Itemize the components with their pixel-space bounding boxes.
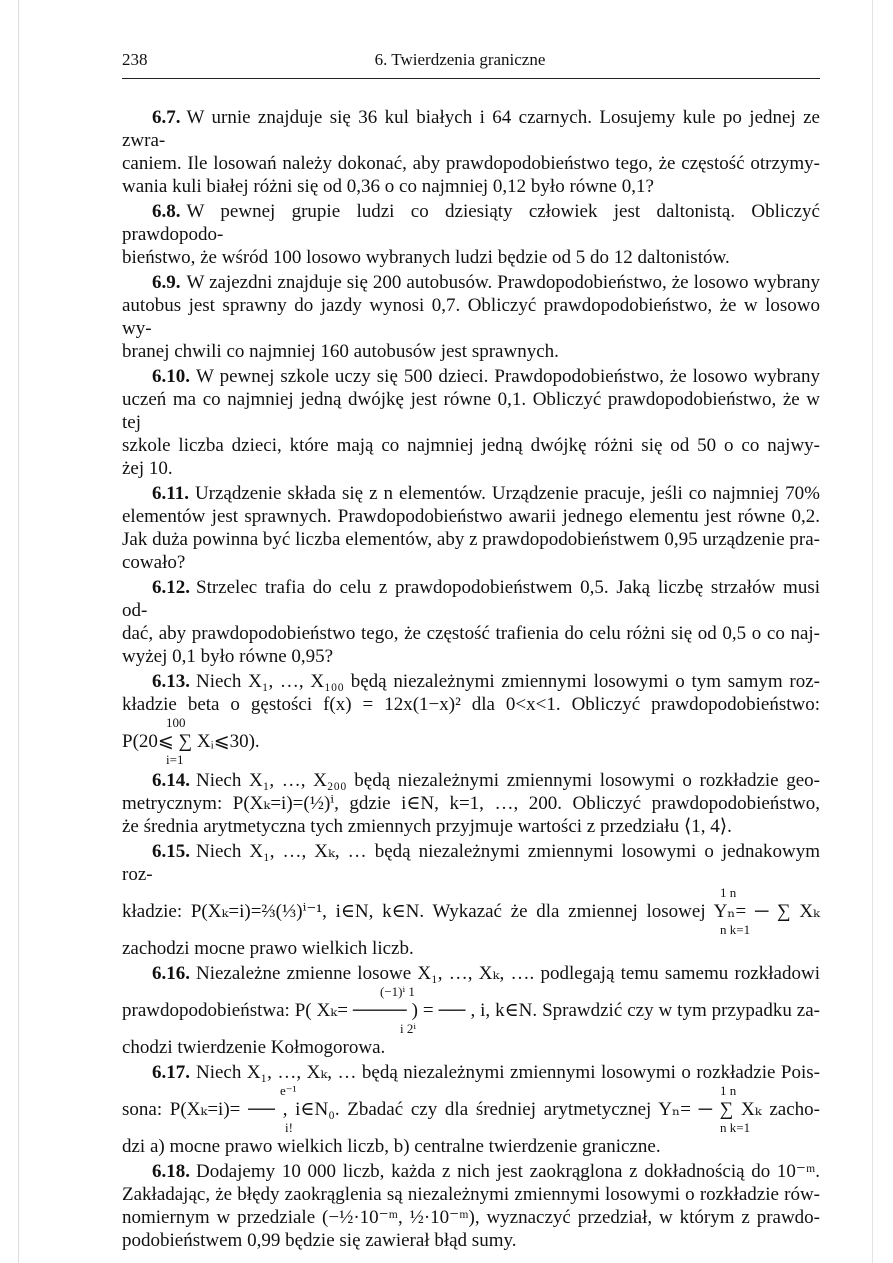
problem-text: elementów jest sprawnych. Prawdopodobieństwo awarii jednego elementu jest równe 0,2. <box>122 506 820 527</box>
problem <box>122 1061 820 1158</box>
problem-first-line <box>122 769 820 792</box>
math-frac-bottom: n k=1 <box>720 922 751 937</box>
problem-text: P(20⩽ ∑ Xᵢ⩽30). <box>122 731 260 752</box>
problem-text: podobieństwem 0,99 będzie się zawierał błąd sumy. <box>122 1230 517 1251</box>
problem-number: 6.12. <box>152 577 190 598</box>
problem-text: prawdopodobieństwa: P( Xₖ= ──── ) = ── , i, k∈N. Sprawdzić czy w tym przypadku za- <box>122 1000 820 1021</box>
problem-line <box>122 900 820 923</box>
problem-line <box>122 1135 820 1158</box>
problem-text: Zakładając, że błędy zaokrąglenia są niezależnymi zmiennymi losowymi o rozkładzie rów- <box>122 1184 820 1205</box>
problem-first-line <box>122 365 820 388</box>
problem-text: Niech X₁, …, X₁₀₀ będą niezależnymi zmiennymi losowymi o tym samym roz- <box>196 671 820 692</box>
problem-line <box>122 505 820 528</box>
problem-text: Dodajemy 10 000 liczb, każda z nich jest zaokrąglona z dokładnością do 10⁻ᵐ. <box>196 1161 820 1182</box>
problem-number: 6.13. <box>152 671 190 692</box>
problem-text: cowało? <box>122 552 186 573</box>
problem-text: wania kuli białej różni się od 0,36 o co najmniej 0,12 było równe 0,1? <box>122 176 654 197</box>
problem-text: Niech X₁, …, Xₖ, … będą niezależnymi zmiennymi losowymi o rozkładzie Pois- <box>196 1062 820 1083</box>
problem-number: 6.9. <box>152 272 181 293</box>
problem-line <box>122 528 820 551</box>
problem-line <box>122 340 820 363</box>
problem-line <box>122 434 820 457</box>
problem-text: zachodzi mocne prawo wielkich liczb. <box>122 938 414 959</box>
problem-number: 6.14. <box>152 770 190 791</box>
math-row <box>122 1084 820 1098</box>
problem-line <box>122 1229 820 1252</box>
problem-line <box>122 1098 820 1121</box>
problem-text: metrycznym: P(Xₖ=i)=(½)ⁱ, gdzie i∈N, k=1, …, 200. Obliczyć prawdopodobieństwo, <box>122 793 820 814</box>
math-frac-bottom: i 2ⁱ <box>400 1021 416 1036</box>
problem-text: W pewnej grupie ludzi co dziesiąty człowiek jest daltonistą. Obliczyć prawdopodo- <box>122 201 820 245</box>
problem-text: caniem. Ile losowań należy dokonać, aby prawdopodobieństwo tego, że częstość otrzymy- <box>122 153 820 174</box>
problem-number: 6.18. <box>152 1161 190 1182</box>
problem-first-line <box>122 1160 820 1183</box>
problem-number: 6.10. <box>152 366 190 387</box>
problem-text: dać, aby prawdopodobieństwo tego, że częstość trafienia do celu różni się od 0,5 o co naj- <box>122 623 820 644</box>
scan-edge-right <box>872 0 873 1263</box>
problem <box>122 200 820 269</box>
problem-text: kładzie: P(Xₖ=i)=⅔(⅓)ⁱ⁻¹, i∈N, k∈N. Wykazać że dla zmiennej losowej Yₙ= ─ ∑ Xₖ <box>122 901 820 922</box>
problem-line <box>122 815 820 838</box>
problem-line <box>122 693 820 716</box>
problem-text: W urnie znajduje się 36 kul białych i 64 czarnych. Losujemy kule po jednej ze zwra- <box>122 107 820 151</box>
problem <box>122 576 820 668</box>
problem <box>122 365 820 480</box>
problem-text: Urządzenie składa się z n elementów. Urządzenie pracuje, jeśli co najmniej 70% <box>194 483 820 504</box>
problem-line <box>122 792 820 815</box>
problem-text: kładzie beta o gęstości f(x) = 12x(1−x)² dla 0<x<1. Obliczyć prawdopodobieństwo: <box>122 694 820 715</box>
header-rule <box>122 78 820 79</box>
problem <box>122 1160 820 1252</box>
problem <box>122 962 820 1059</box>
problem-text: dzi a) mocne prawo wielkich liczb, b) centralne twierdzenie graniczne. <box>122 1136 661 1157</box>
math-frac-top: (−1)ⁱ 1 <box>380 984 415 999</box>
problem-line <box>122 937 820 960</box>
problem-line <box>122 152 820 175</box>
math-sum-top: 100 <box>166 715 186 730</box>
math-frac-bottom: i! <box>285 1120 293 1135</box>
problem-first-line <box>122 840 820 886</box>
problem-line <box>122 645 820 668</box>
problem-line <box>122 175 820 198</box>
math-frac2-bottom: n k=1 <box>720 1120 751 1135</box>
problem-line <box>122 730 820 753</box>
problem-text: szkole liczba dzieci, które mają co najmniej jedną dwójkę różni się od 50 o co najwy- <box>122 435 820 456</box>
problem-first-line <box>122 271 820 294</box>
problem <box>122 840 820 960</box>
running-header: 6. Twierdzenia graniczne <box>374 50 546 69</box>
problem-number: 6.11. <box>152 483 189 504</box>
problem-text: Jak duża powinna być liczba elementów, aby z prawdopodobieństwem 0,95 urządzenie pra- <box>122 529 820 550</box>
problem-first-line <box>122 962 820 985</box>
math-frac-top: e⁻¹ <box>280 1083 297 1098</box>
problem-first-line <box>122 482 820 505</box>
problem-text: Strzelec trafia do celu z prawdopodobieństwem 0,5. Jaką liczbę strzałów musi od- <box>122 577 820 621</box>
problem <box>122 482 820 574</box>
problem-text: sona: P(Xₖ=i)= ── , i∈N₀. Zbadać czy dla średniej arytmetycznej Yₙ= ─ ∑ Xₖ zacho- <box>122 1099 820 1120</box>
math-row <box>122 1121 820 1135</box>
problem <box>122 670 820 767</box>
problem-text: autobus jest sprawny do jazdy wynosi 0,7. Obliczyć prawdopodobieństwo, że w losowo wy- <box>122 295 820 339</box>
page-number: 238 <box>122 50 148 69</box>
problem-text: Niech X₁, …, Xₖ, … będą niezależnymi zmiennymi losowymi o jednakowym roz- <box>122 841 820 885</box>
math-row <box>122 985 820 999</box>
problem-number: 6.8. <box>152 201 181 222</box>
problem-line <box>122 1183 820 1206</box>
scan-edge-left <box>18 0 19 1263</box>
problem-list <box>122 106 820 1254</box>
problem-text: Niech X₁, …, X₂₀₀ będą niezależnymi zmiennymi losowymi o rozkładzie geo- <box>196 770 820 791</box>
problem-text: Niezależne zmienne losowe X₁, …, Xₖ, …. podlegają temu samemu rozkładowi <box>196 963 820 984</box>
problem <box>122 769 820 838</box>
problem <box>122 271 820 363</box>
problem-text: wyżej 0,1 było równe 0,95? <box>122 646 334 667</box>
problem-first-line <box>122 670 820 693</box>
problem-first-line <box>122 106 820 152</box>
math-row <box>122 1022 820 1036</box>
problem-line <box>122 294 820 340</box>
problem-line <box>122 999 820 1022</box>
problem-number: 6.16. <box>152 963 190 984</box>
math-frac-top: 1 n <box>720 885 737 900</box>
problem-first-line <box>122 576 820 622</box>
problem-text: W pewnej szkole uczy się 500 dzieci. Prawdopodobieństwo, że losowo wybrany <box>196 366 820 387</box>
problem-line <box>122 246 820 269</box>
problem-line <box>122 1036 820 1059</box>
problem-line <box>122 622 820 645</box>
math-row <box>122 716 820 730</box>
problem-text: branej chwili co najmniej 160 autobusów jest sprawnych. <box>122 341 559 362</box>
problem-first-line <box>122 200 820 246</box>
problem-text: W zajezdni znajduje się 200 autobusów. Prawdopodobieństwo, że losowo wybrany <box>186 272 820 293</box>
problem-first-line <box>122 1061 820 1084</box>
problem-text: chodzi twierdzenie Kołmogorowa. <box>122 1037 386 1058</box>
problem-number: 6.17. <box>152 1062 190 1083</box>
problem <box>122 106 820 198</box>
problem-text: bieństwo, że wśród 100 losowo wybranych ludzi będzie od 5 do 12 daltonistów. <box>122 247 730 268</box>
problem-number: 6.7. <box>152 107 181 128</box>
problem-line <box>122 1206 820 1229</box>
math-sum-bottom: i=1 <box>166 752 184 767</box>
problem-line <box>122 551 820 574</box>
problem-text: że średnia arytmetyczna tych zmiennych przyjmuje wartości z przedziału ⟨1, 4⟩. <box>122 816 732 837</box>
problem-line <box>122 388 820 434</box>
math-row <box>122 753 820 767</box>
problem-text: żej 10. <box>122 458 173 479</box>
problem-line <box>122 457 820 480</box>
math-row <box>122 886 820 900</box>
math-row <box>122 923 820 937</box>
math-frac2-top: 1 n <box>720 1083 737 1098</box>
problem-text: nomiernym w przedziale (−½·10⁻ᵐ, ½·10⁻ᵐ), wyznaczyć przedział, w którym z prawdo- <box>122 1207 820 1228</box>
problem-text: uczeń ma co najmniej jedną dwójkę jest równe 0,1. Obliczyć prawdopodobieństwo, że w tej <box>122 389 820 433</box>
problem-number: 6.15. <box>152 841 190 862</box>
